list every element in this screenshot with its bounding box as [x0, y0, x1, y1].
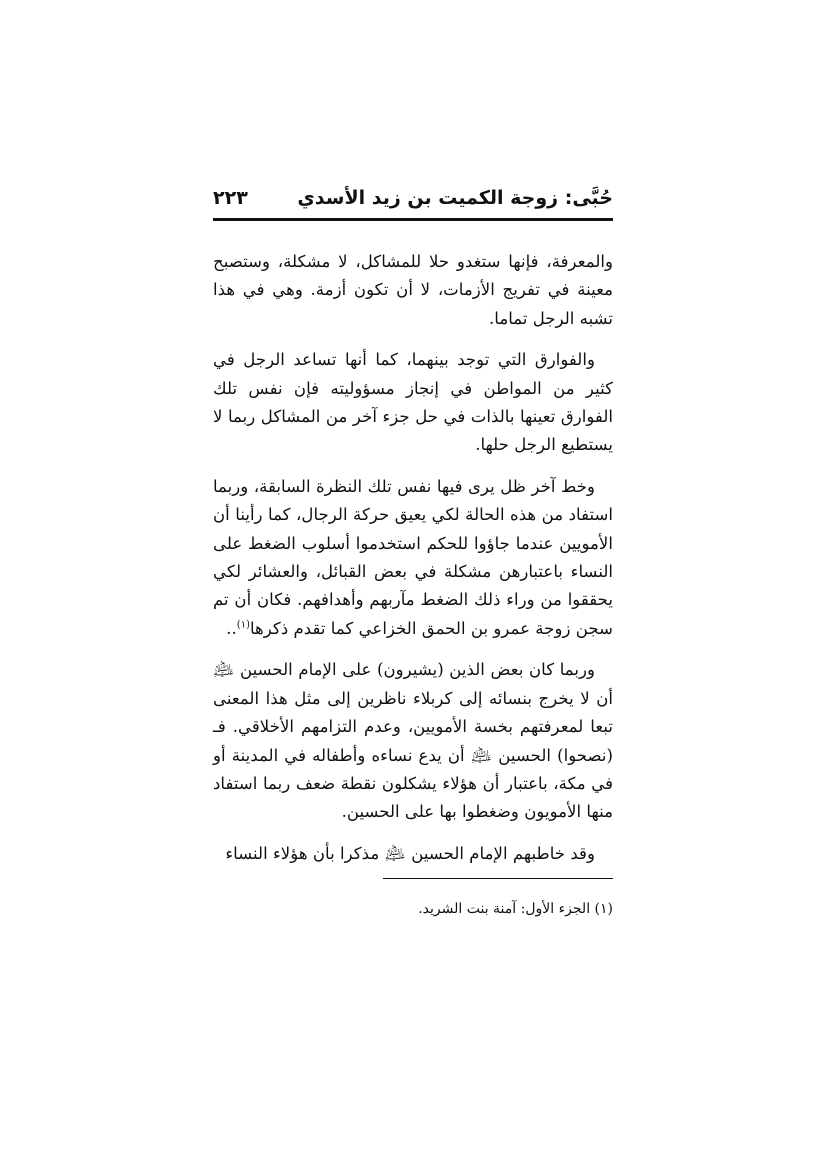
footnote-reference[interactable]: (١) — [236, 619, 250, 631]
paragraph — [213, 473, 613, 643]
footnote-rule — [383, 878, 613, 879]
paragraph-text: وربما كان بعض الذين (يشيرون) على الإمام الحسين ﵇ أن لا يخرج بنسائه إلى كربلاء ناظرين إلى مثل هذا المعنى تبعا لمعرفتهم بخسة الأمويين، وعدم التزامهم الأخلاقي. فـ (نصحوا) الحسين ﵇ أن يدع نساءه وأطفاله في المدينة أو في مكة، باعتبار أن هؤلاء يشكلون نقطة ضعف ربما استفاد منها الأمويون وضغطوا بها على الحسين. — [213, 660, 613, 822]
paragraph — [213, 656, 613, 826]
footnote: (١) الجزء الأول: آمنة بنت الشريد. — [418, 901, 613, 917]
paragraph — [213, 840, 613, 868]
paragraph-tail: .. — [226, 618, 237, 638]
paragraph-text: وخط آخر ظل يرى فيها نفس تلك النظرة السابقة، وربما استفاد من هذه الحالة لكي يعيق حركة الرجال، كما رأينا أن الأمويين عندما جاؤوا للحكم استخدموا أسلوب الضغط على النساء باعتبارهن مشكلة في بعض القبائل، والعشائر لكي يحققوا من وراء ذلك الضغط مآربهم وأهدافهم. فكان أن تم سجن زوجة عمرو بن الحمق الخزاعي كما تقدم ذكرها — [213, 476, 613, 638]
paragraph — [213, 248, 613, 333]
paragraph-text: والفوارق التي توجد بينهما، كما أنها تساعد الرجل في كثير من المواطن في إنجاز مسؤوليته فإن نفس تلك الفوارق تعينها بالذات في حل جزء آخر من المشاكل ربما لا يستطيع الرجل حلها. — [213, 350, 613, 455]
running-header — [213, 184, 613, 216]
header-rule — [213, 218, 613, 221]
body-text — [213, 248, 613, 881]
chapter-title: حُبَّى: زوجة الكميت بن زيد الأسدي — [297, 187, 613, 209]
paragraph-text: والمعرفة، فإنها ستغدو حلا للمشاكل، لا مشكلة، وستصبح معينة في تفريج الأزمات، لا أن تكون أزمة. وهي في هذا تشبه الرجل تماما. — [213, 252, 613, 328]
paragraph — [213, 346, 613, 460]
paragraph-text: وقد خاطبهم الإمام الحسين ﵇ مذكرا بأن هؤلاء النساء — [225, 843, 595, 863]
page-number: ٢٢٣ — [213, 187, 248, 209]
